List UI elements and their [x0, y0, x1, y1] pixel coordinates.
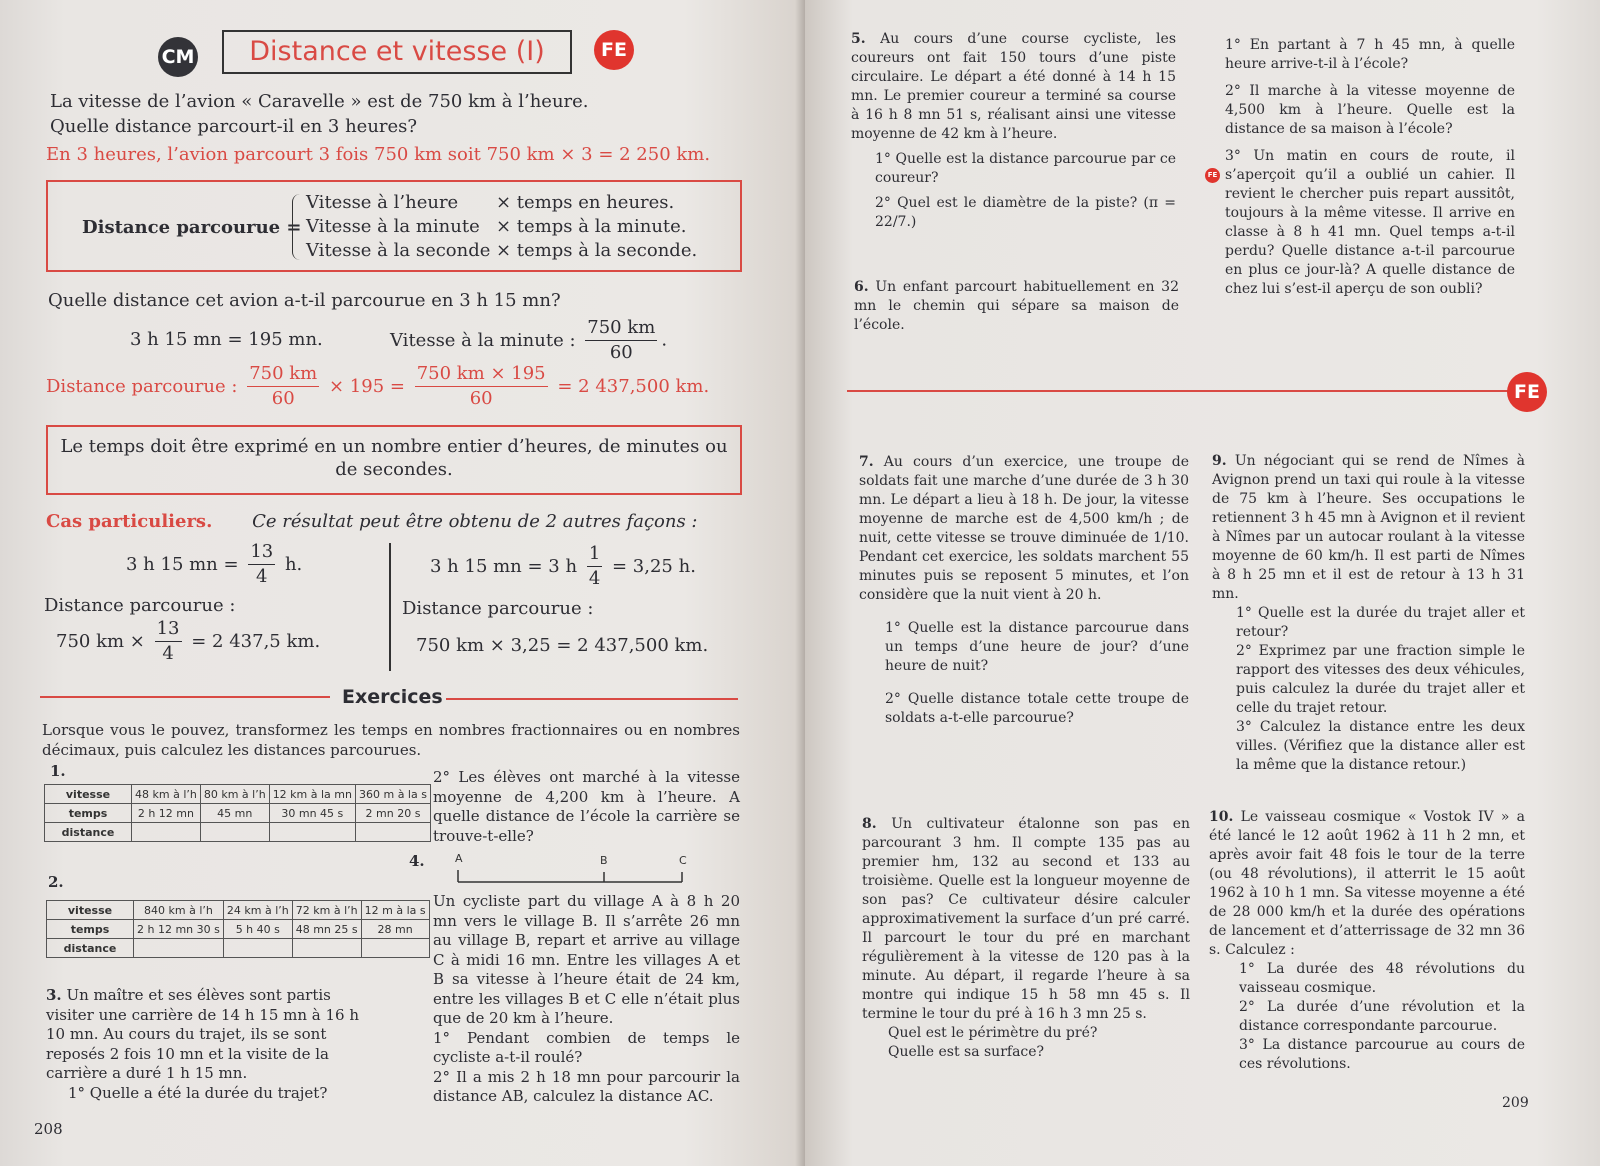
method-b-label: Distance parcourue : — [402, 598, 594, 619]
table-row-header: temps — [47, 920, 134, 939]
formula-box — [46, 180, 742, 272]
exercise-6-number: 6. — [854, 279, 869, 295]
table-cell — [355, 823, 430, 842]
exercise-6-text: Un enfant parcourt habituellement en 32 mn le chemin qui sépare sa maison de l’école. — [854, 279, 1179, 333]
exercise-5-number: 5. — [851, 31, 866, 47]
exercise-6-question-2: 2° Il marche à la vitesse moyenne de 4,500 km à l’heure. Quelle est la distance de sa maison à l’école? — [1225, 83, 1515, 137]
table-cell — [134, 939, 224, 958]
table-cell: 12 m à la s — [361, 901, 429, 920]
calc-fraction-2 — [415, 362, 548, 411]
exercise-7-number: 7. — [859, 454, 874, 470]
method-a-conv-fraction — [248, 540, 275, 589]
special-cases-label: Cas particuliers. — [46, 511, 213, 532]
table-cell — [132, 823, 201, 842]
exercise-3-question-2: 2° Les élèves ont marché à la vitesse moyenne de 4,200 km à l’heure. A quelle distance de l’école la carrière se trouve-t-elle? — [433, 768, 740, 845]
table-row — [47, 939, 430, 958]
table-row — [45, 785, 431, 804]
title-box — [222, 30, 572, 74]
distance-calculation — [46, 362, 709, 411]
speed-fraction-den: 60 — [609, 342, 633, 363]
table-cell: 840 km à l’h — [134, 901, 224, 920]
exercise-9-text: Un négociant qui se rend de Nîmes à Avignon prend un taxi qui roule à la vitesse de 75 km à l’heure. Ses occupations le retiennent 3 h 45 mn à Avignon et il revient à Nîmes par un autocar roulant à la vitesse moyenne de 60 km/h. Il est parti de Nîmes à 8 h 25 mn et il est de retour à 13 h 31 mn. — [1212, 453, 1525, 602]
exercise-4-route-diagram — [446, 850, 696, 890]
fe-badge: FE — [594, 30, 634, 70]
intro-text — [50, 90, 750, 138]
table-cell — [223, 939, 292, 958]
intro-line-1: La vitesse de l’avion « Caravelle » est de 750 km à l’heure. — [50, 91, 589, 112]
method-a-conv-unit: h. — [284, 554, 303, 575]
exercise-9-question-1: 1° Quelle est la durée du trajet aller et retour? — [1236, 605, 1525, 640]
exercise-6-question-1: 1° En partant à 7 h 45 mn, à quelle heure arrive-t-il à l’école? — [1225, 37, 1515, 72]
table-row-header: distance — [47, 939, 134, 958]
table-row — [45, 823, 431, 842]
exercise-1-table-wrap — [44, 784, 431, 842]
method-a-label: Distance parcourue : — [44, 595, 236, 616]
table-cell — [292, 939, 361, 958]
exercise-5 — [851, 30, 1176, 232]
calc-label: Distance parcourue : — [46, 376, 238, 397]
method-b-conv-num: 1 — [587, 542, 602, 567]
table-cell: 45 mn — [200, 804, 269, 823]
formula-speeds — [306, 191, 490, 263]
formula-times — [496, 191, 697, 263]
page-number-left: 208 — [34, 1120, 63, 1138]
exercise-4 — [433, 892, 740, 1107]
table-cell — [200, 823, 269, 842]
method-a-conv-num: 13 — [248, 540, 275, 565]
exercise-7-text: Au cours d’un exercice, une troupe de soldats fait une marche d’une durée de 3 h 30 mn. Le départ a lieu à 18 h. De jour, la vitesse moyenne de marche est de 4,500 km/h ; de nuit, cette vitesse se trouve diminuée de 1/10. Pendant cet exercice, les soldats marchent 55 minutes puis se reposent 5 minutes, et l’on considère que la nuit vient à 20 h. — [859, 454, 1189, 603]
fe-section-badge: FE — [1507, 372, 1547, 412]
method-b-conversion — [430, 542, 696, 591]
exercise-4-text: Un cycliste part du village A à 8 h 20 mn vers le village B. Il s’arrête 26 mn au village B, repart et arrive au village C à midi 16 mn. Entre les villages A et B sa vitesse à l’heure était de 24 km, entre les villages B et C elle n’était plus que de 20 km à l’heure. — [433, 892, 740, 1027]
table-row — [45, 804, 431, 823]
right-page — [805, 0, 1600, 1166]
rule-box — [46, 425, 742, 495]
speed-fraction — [585, 316, 657, 365]
speed-per-minute-label: Vitesse à la minute : — [390, 330, 576, 351]
exercises-intro: Lorsque vous le pouvez, transformez les temps en nombres fractionnaires ou en nombres décimaux, puis calculez les distances parcourues. — [42, 721, 740, 759]
exercise-4-question-2: 2° Il a mis 2 h 18 mn pour parcourir la distance AB, calculez la distance AC. — [433, 1067, 740, 1105]
point-c-label: C — [679, 854, 687, 867]
formula-time-second: × temps à la seconde. — [496, 240, 698, 261]
exercise-3-question-1: 1° Quelle a été la durée du trajet? — [68, 1083, 328, 1102]
exercise-6-fe-icon: FE — [1205, 168, 1220, 183]
exercices-rule-right — [446, 698, 738, 700]
method-a-calc-right: = 2 437,5 km. — [191, 631, 321, 652]
method-a-calc-left: 750 km × — [56, 631, 145, 652]
method-a-conv-left: 3 h 15 mn = — [126, 554, 239, 575]
exercise-9-question-2: 2° Exprimez par une fraction simple le rapport des vitesses des deux véhicules, puis calculez la durée du trajet aller et celle du trajet retour. — [1236, 643, 1525, 716]
exercise-3 — [46, 986, 380, 1103]
method-a-calc — [56, 617, 320, 666]
exercise-10-number: 10. — [1209, 809, 1234, 825]
intro-answer: En 3 heures, l’avion parcourt 3 fois 750 km soit 750 km × 3 = 2 250 km. — [46, 144, 711, 165]
exercise-2-table-wrap — [46, 900, 430, 958]
exercise-6-question-3: 3° Un matin en cours de route, il s’aperçoit qu’il a oublié un cahier. Il revient le chercher puis repart aussitôt, toujours à la même vitesse. Il arrive en classe à 8 h 41 mn. Quel temps a-t-il perdu? Quelle distance a-t-il parcourue en plus ce jour-là? A quelle distance de chez lui s’est-il aperçu de son oubli? — [1225, 148, 1515, 297]
exercise-10-question-1: 1° La durée des 48 révolutions du vaisseau cosmique. — [1239, 961, 1525, 996]
table-cell: 48 km à l’h — [132, 785, 201, 804]
exercise-10 — [1209, 808, 1525, 1074]
method-b-conv-left: 3 h 15 mn = 3 h — [430, 556, 578, 577]
table-cell: 2 mn 20 s — [355, 804, 430, 823]
formula-label: Distance parcourue = — [82, 217, 302, 238]
conversion-minutes: 3 h 15 mn = 195 mn. — [130, 329, 323, 350]
table-cell: 80 km à l’h — [200, 785, 269, 804]
exercise-7-question-2: 2° Quelle distance totale cette troupe de soldats a-t-elle parcourue? — [885, 691, 1189, 726]
speed-per-minute: Vitesse à la minute : $\frac{750 km}{60}$ . — [390, 317, 668, 363]
exercise-5-text: Au cours d’une course cycliste, les coureurs ont fait 150 tours d’une piste circulaire. Le départ a été donné à 14 h 15 mn. Le premier coureur a terminé sa course à 16 h 8 mn 51 s, réalisant ainsi une vitesse moyenne de 42 km à l’heure. — [851, 31, 1176, 142]
method-b-conv-right: = 3,25 h. — [612, 556, 696, 577]
calc-fraction-1 — [247, 362, 319, 411]
formula-time-hour: × temps en heures. — [496, 192, 675, 213]
page-number-right: 209 — [1502, 1095, 1529, 1111]
formula-speed-second: Vitesse à la seconde — [306, 240, 491, 261]
exercise-9-number: 9. — [1212, 453, 1227, 469]
intro-line-2: Quelle distance parcourt-il en 3 heures? — [50, 116, 418, 137]
exercise-1-table — [44, 784, 431, 842]
rule-text: Le temps doit être exprimé en un nombre entier d’heures, de minutes ou de secondes. — [60, 436, 728, 480]
exercise-5-question-2: 2° Quel est le diamètre de la piste? (π = 22/7.) — [875, 195, 1176, 230]
method-b-calc: 750 km × 3,25 = 2 437,500 km. — [416, 635, 709, 656]
exercise-8-number: 8. — [862, 816, 877, 832]
cm-badge: CM — [158, 37, 198, 77]
method-a-calc-fraction — [155, 617, 182, 666]
calc-fraction-2-den: 60 — [469, 388, 493, 409]
exercices-rule-left — [40, 696, 330, 698]
formula-time-minute: × temps à la minute. — [496, 216, 687, 237]
calc-fraction-1-num: 750 km — [247, 362, 319, 387]
table-cell: 360 m à la s — [355, 785, 430, 804]
question-2: Quelle distance cet avion a-t-il parcourue en 3 h 15 mn? — [48, 290, 561, 311]
table-row-header: temps — [45, 804, 132, 823]
exercise-3-number: 3. — [46, 986, 62, 1004]
table-row — [47, 901, 430, 920]
formula-brace — [292, 194, 301, 260]
exercise-5-question-1: 1° Quelle est la distance parcourue par ce coureur? — [875, 151, 1176, 186]
exercise-10-question-2: 2° La durée d’une révolution et la distance correspondante parcourue. — [1239, 999, 1525, 1034]
formula-speed-minute: Vitesse à la minute — [306, 216, 480, 237]
method-divider — [389, 543, 391, 671]
point-a-label: A — [455, 852, 463, 865]
table-cell: 5 h 40 s — [223, 920, 292, 939]
special-cases — [46, 510, 698, 533]
exercise-2-number: 2. — [48, 873, 64, 891]
table-cell: 48 mn 25 s — [292, 920, 361, 939]
section-divider — [847, 390, 1517, 392]
method-b-conv-fraction — [587, 542, 602, 591]
method-b-conv-den: 4 — [588, 568, 601, 589]
method-a-conversion — [126, 540, 302, 589]
calc-result: = 2 437,500 km. — [557, 376, 710, 397]
exercise-8-question-2: Quelle est sa surface? — [888, 1044, 1045, 1060]
exercise-9-question-3: 3° Calculez la distance entre les deux villes. (Vérifiez que la distance aller est la même que la distance retour.) — [1236, 719, 1525, 773]
exercise-7-question-1: 1° Quelle est la distance parcourue dans un temps d’une heure de jour? d’une heure de nuit? — [885, 620, 1189, 674]
table-cell — [269, 823, 355, 842]
exercise-6 — [854, 278, 1179, 335]
point-b-label: B — [600, 854, 608, 867]
table-row-header: vitesse — [47, 901, 134, 920]
calc-fraction-2-num: 750 km × 195 — [415, 362, 548, 387]
method-a-conv-den: 4 — [256, 566, 268, 587]
exercise-1-number: 1. — [50, 762, 66, 780]
table-cell: 24 km à l’h — [223, 901, 292, 920]
exercise-8-text: Un cultivateur étalonne son pas en parcourant 3 hm. Il compte 135 pas au premier hm, 132 au second et 133 au troisième. Quelle est la longueur moyenne de son pas? Ce cultivateur désire calculer approximativement la surface d’un pré carré. Il parcourt le tour du pré en marchant régulièrement à la vitesse de 120 pas à la minute. Au départ, il regarde l’heure à sa montre qui indique 15 h 58 mn 45 s. Il termine le tour du pré à 16 h 3 mn 25 s. — [862, 816, 1190, 1022]
exercise-10-text: Le vaisseau cosmique « Vostok IV » a été lancé le 12 août 1962 à 11 h 2 mn, et après avoir fait 48 fois le tour de la terre (ou 48 révolutions), il atterrit le 15 août 1962 à 10 h 1 mn. Sa vitesse moyenne a été de 28 000 km/h et la durée des opérations de lancement et d’atterrissage de 32 mn 36 s. Calculez : — [1209, 809, 1525, 958]
table-cell: 2 h 12 mn 30 s — [134, 920, 224, 939]
table-cell: 72 km à l’h — [292, 901, 361, 920]
table-cell: 12 km à la mn — [269, 785, 355, 804]
exercise-3-text: Un maître et ses élèves sont partis visiter une carrière de 14 h 15 mn à 16 h 10 mn. Au cours du trajet, ils se sont reposés 2 fois 10 mn et la visite de la carrière a duré 1 h 15 mn. — [46, 986, 360, 1082]
speed-fraction-num: 750 km — [585, 316, 657, 341]
exercise-8-question-1: Quel est le périmètre du pré? — [888, 1025, 1098, 1041]
table-cell: 30 mn 45 s — [269, 804, 355, 823]
exercise-8 — [862, 815, 1190, 1062]
exercise-4-question-1: 1° Pendant combien de temps le cycliste a-t-il roulé? — [433, 1028, 740, 1066]
table-row — [47, 920, 430, 939]
table-cell: 2 h 12 mn — [132, 804, 201, 823]
table-row-header: vitesse — [45, 785, 132, 804]
method-a-calc-den: 4 — [162, 643, 174, 664]
formula-speed-hour: Vitesse à l’heure — [306, 192, 459, 213]
exercise-6-questions — [1225, 36, 1515, 299]
exercise-10-question-3: 3° La distance parcourue au cours de ces révolutions. — [1239, 1037, 1525, 1072]
exercices-title: Exercices — [342, 686, 443, 708]
page-title: Distance et vitesse (I) — [249, 36, 545, 67]
method-a-calc-num: 13 — [155, 617, 182, 642]
exercise-9 — [1212, 452, 1525, 775]
table-row-header: distance — [45, 823, 132, 842]
special-cases-text: Ce résultat peut être obtenu de 2 autres façons : — [252, 511, 698, 532]
exercise-7 — [859, 453, 1189, 728]
exercise-2-table — [46, 900, 430, 958]
calc-multiplier: × 195 = — [328, 376, 405, 397]
exercise-4-number: 4. — [409, 852, 425, 870]
table-cell — [361, 939, 429, 958]
table-cell: 28 mn — [361, 920, 429, 939]
calc-fraction-1-den: 60 — [271, 388, 295, 409]
